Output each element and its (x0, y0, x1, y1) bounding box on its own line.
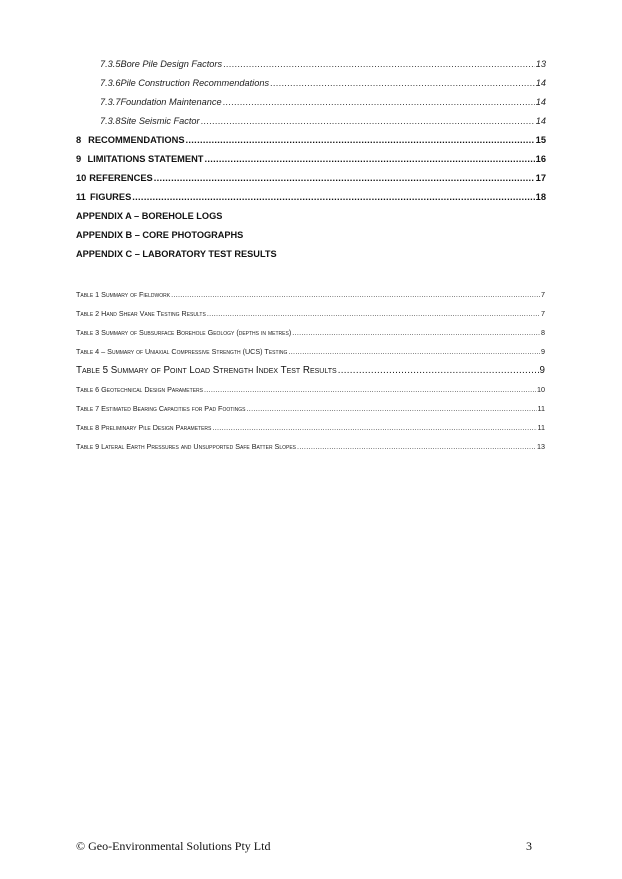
toc-title: Pile Construction Recommendations (120, 78, 270, 88)
toc-number: 7.3.7 (100, 97, 121, 107)
list-of-tables-entry-4[interactable] (76, 347, 545, 356)
toc-appendix-c[interactable]: APPENDIX C – LABORATORY TEST RESULTS (76, 249, 277, 259)
list-of-tables-entry-3[interactable] (76, 328, 545, 337)
toc-title: REFERENCES (89, 173, 153, 183)
table-entry-title: Table 2 Hand Shear Vane Testing Results (76, 309, 206, 318)
list-of-tables-entry-8[interactable] (76, 423, 545, 432)
toc-number: 11 (76, 192, 86, 202)
toc-title: Foundation Maintenance (120, 97, 222, 107)
toc-title: LIMITATIONS STATEMENT (87, 154, 204, 164)
footer-page-number: 3 (526, 839, 532, 853)
toc-number: 7.3.6 (100, 78, 121, 88)
leader-dots (132, 192, 534, 202)
toc-page: 14 (535, 97, 546, 107)
table-entry-page: 7 (541, 309, 545, 318)
list-of-tables-entry-6[interactable] (76, 385, 545, 394)
leader-dots (338, 365, 539, 376)
toc-number: 7.3.5 (100, 59, 121, 69)
leader-dots (207, 309, 540, 318)
toc-page: 14 (535, 78, 546, 88)
list-of-tables-entry-5[interactable] (76, 365, 545, 376)
toc-section-8[interactable] (76, 135, 546, 145)
leader-dots (204, 385, 536, 394)
table-entry-page: 11 (537, 423, 545, 432)
leader-dots (201, 116, 535, 126)
leader-dots (223, 97, 535, 107)
leader-dots (292, 328, 540, 337)
leader-dots (212, 423, 536, 432)
toc-page: 15 (535, 135, 546, 145)
table-entry-page: 7 (541, 290, 545, 299)
table-entry-title: Table 9 Lateral Earth Pressures and Unsupported Safe Batter Slopes (76, 442, 297, 451)
toc-title: RECOMMENDATIONS (88, 135, 185, 145)
toc-number: 8 (76, 135, 82, 145)
toc-subsection-7-3-5[interactable] (76, 59, 546, 69)
leader-dots (154, 173, 535, 183)
toc-page: 17 (535, 173, 546, 183)
toc-number: 10 (76, 173, 87, 183)
toc-appendix-b[interactable]: APPENDIX B – CORE PHOTOGRAPHS (76, 230, 244, 240)
toc-title: Bore Pile Design Factors (120, 59, 223, 69)
toc-appendix-a[interactable]: APPENDIX A – BOREHOLE LOGS (76, 211, 223, 221)
table-entry-page: 11 (537, 404, 545, 413)
table-entry-page: 10 (537, 385, 545, 394)
toc-section-9[interactable] (76, 154, 546, 164)
table-entry-title: Table 4 – Summary of Uniaxial Compressive Strength (UCS) Testing (76, 347, 288, 356)
footer-copyright: © Geo-Environmental Solutions Pty Ltd (76, 839, 271, 853)
list-of-tables-entry-9[interactable] (76, 442, 545, 451)
leader-dots (223, 59, 535, 69)
leader-dots (204, 154, 534, 164)
table-entry-page: 13 (537, 442, 545, 451)
leader-dots (171, 290, 540, 299)
table-entry-title: Table 3 Summary of Subsurface Borehole Geology (depths in metres) (76, 328, 292, 337)
toc-title: Site Seismic Factor (120, 116, 200, 126)
page-footer (76, 839, 532, 854)
table-entry-title: Table 1 Summary of Fieldwork (76, 290, 171, 299)
toc-number: 9 (76, 154, 82, 164)
list-of-tables-entry-7[interactable] (76, 404, 545, 413)
toc-page: 13 (535, 59, 546, 69)
toc-section-10[interactable] (76, 173, 546, 183)
table-entry-page: 9 (539, 365, 545, 376)
list-of-tables-entry-1[interactable] (76, 290, 545, 299)
table-entry-page: 9 (541, 347, 545, 356)
toc-title: FIGURES (89, 192, 132, 202)
table-entry-title: Table 7 Estimated Bearing Capacities for Pad Footings (76, 404, 246, 413)
leader-dots (297, 442, 536, 451)
toc-section-11[interactable] (76, 192, 546, 202)
table-entry-title: Table 8 Preliminary Pile Design Parameters (76, 423, 212, 432)
toc-number: 7.3.8 (100, 116, 121, 126)
toc-subsection-7-3-7[interactable] (76, 97, 546, 107)
toc-subsection-7-3-6[interactable] (76, 78, 546, 88)
leader-dots (186, 135, 535, 145)
table-entry-title: Table 5 Summary of Point Load Strength Index Test Results (76, 365, 337, 376)
toc-page: 18 (535, 192, 546, 202)
leader-dots (247, 404, 537, 413)
table-entry-title: Table 6 Geotechnical Design Parameters (76, 385, 203, 394)
leader-dots (270, 78, 535, 88)
table-entry-page: 8 (541, 328, 545, 337)
toc-page: 14 (535, 116, 546, 126)
leader-dots (288, 347, 540, 356)
toc-page: 16 (535, 154, 546, 164)
toc-subsection-7-3-8[interactable] (76, 116, 546, 126)
list-of-tables-entry-2[interactable] (76, 309, 545, 318)
